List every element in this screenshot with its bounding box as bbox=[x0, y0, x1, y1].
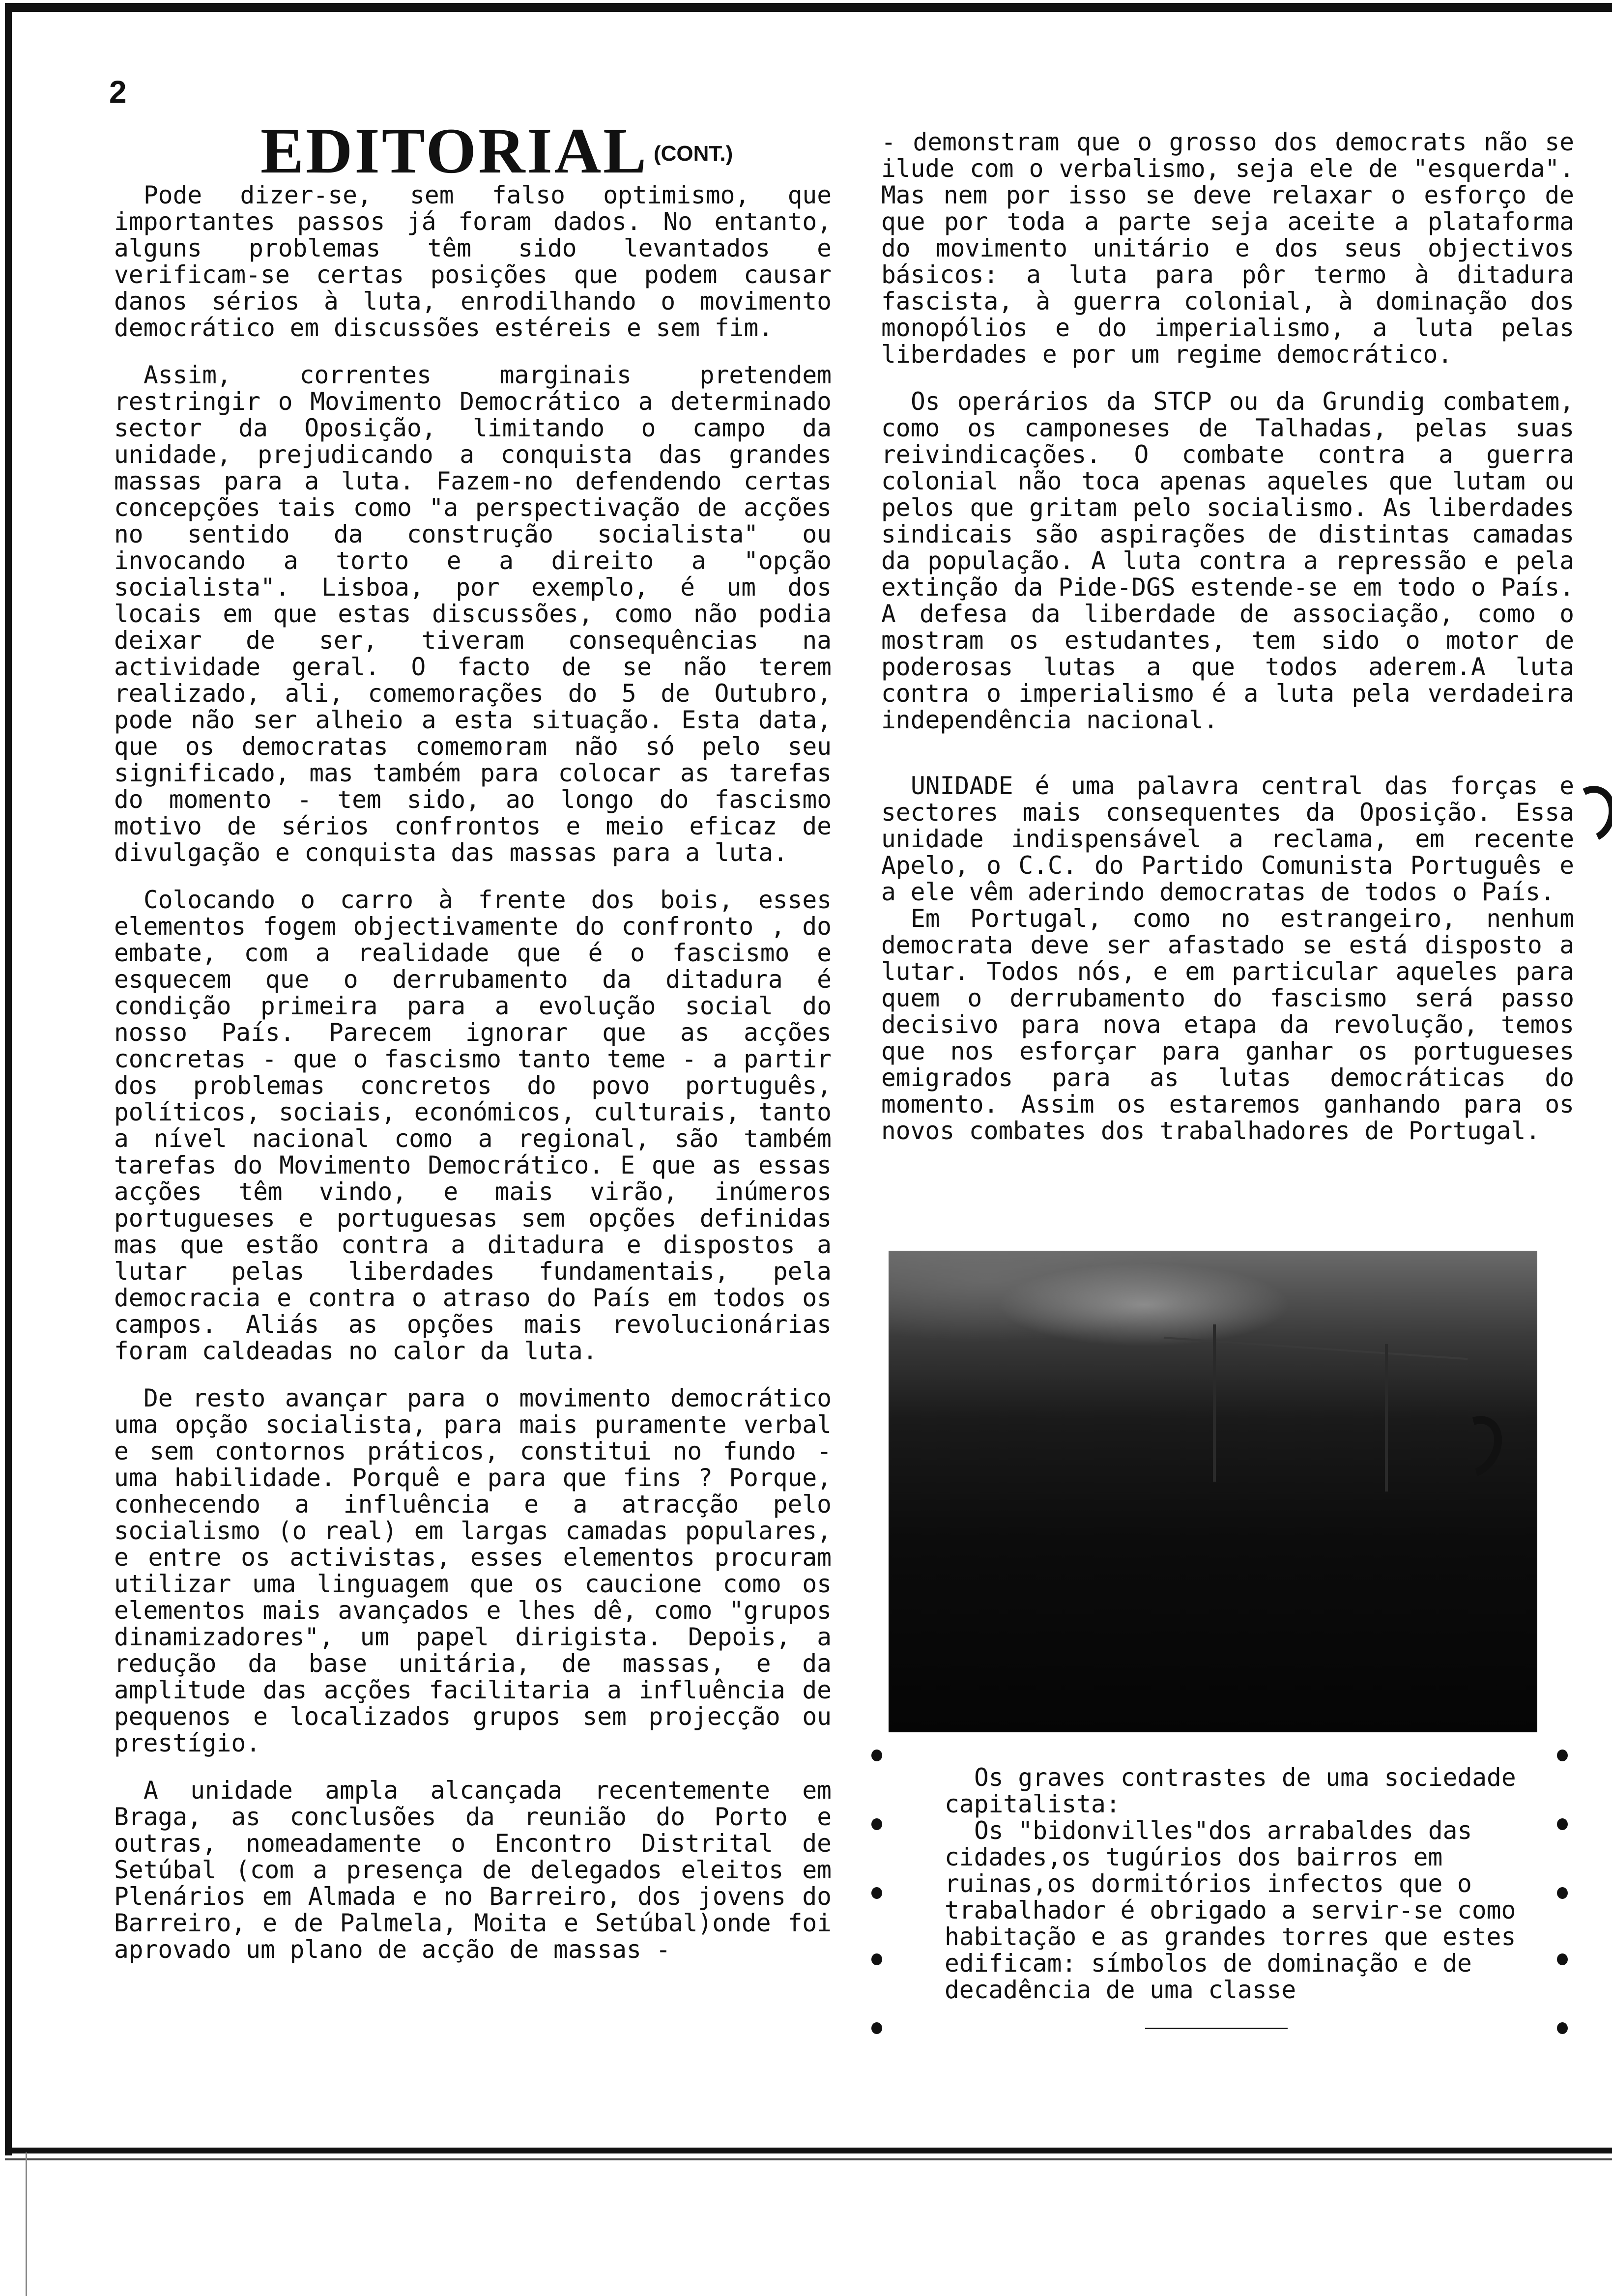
caption-rule bbox=[1145, 2028, 1288, 2029]
bullet-icon bbox=[1557, 1953, 1568, 1965]
left-column bbox=[114, 182, 832, 1983]
paragraph: Pode dizer-se, sem falso optimismo, que importantes passos já foram dados. No entanto, alguns problemas têm sido levantados e verificam-se certas posições que podem causar danos sérios à luta, enrodilhando o movimento democrático em discussões estéreis e sem fim. bbox=[114, 181, 832, 342]
photo-structure bbox=[1385, 1344, 1388, 1492]
photo-structure bbox=[1213, 1324, 1216, 1482]
paragraph: A unidade ampla alcançada recentemente em Braga, as conclusões da reunião do Porto e outras, nomeadamente o Encontro Distrital de Setúbal (com a presença de delegados eleitos em Plenários em Almada e no Barreiro, dos jovens do Barreiro, e de Palmela, Moita e Setúbal)onde foi aprovado um plano de acção de massas - bbox=[114, 1776, 832, 1964]
bullet-icon bbox=[871, 2022, 882, 2034]
paragraph: De resto avançar para o movimento democrático uma opção socialista, para mais puramente verbal e sem contornos práticos, constitui no fundo - uma habilidade. Porquê e para que fins ? Porque, conhecendo a influência e a atracção pelo socialismo (o real) em largas camadas populares, e entre os activistas, esses elementos procuram utilizar uma linguagem que os caucione como os elementos mais avançados e lhes dê, como "grupos dinamizadores", um papel dirigista. Depois, a redução da base unitária, de massas, e da amplitude das acções facilitaria a influência de pequenos e localizados grupos sem projecção ou prestígio. bbox=[114, 1384, 832, 1757]
bullet-icon bbox=[871, 1750, 882, 1761]
paragraph: Os operários da STCP ou da Grundig combatem, como os camponeses de Talhadas, pelas suas reivindicações. O combate contra a guerra colonial não toca apenas aqueles que lutam ou pelos que gritam pelo socialismo. As liberdades sindicais são aspirações de distintas camadas da população. A luta contra a repressão e pela extinção da Pide-DGS estende-se em todo o País. A defesa da liberdade de associação, como o mostram os estudantes, tem sido o motor de poderosas lutas a que todos aderem.A luta contra o imperialismo é a luta pela verdadeira independência nacional. bbox=[881, 387, 1574, 734]
photo-bidonville bbox=[889, 1251, 1537, 1732]
page-title: EDITORIAL bbox=[260, 115, 649, 187]
page-border-top bbox=[5, 3, 1612, 12]
caption-line: Os "bidonvilles"dos arrabaldes das cidades,os tugúrios dos bairros em ruinas,os dormitórios infectos que o trabalhador é obrigado a servir-se como habitação e as grandes torres que estes edificam: símbolos de dominação e de decadência de uma classe bbox=[945, 1816, 1516, 2004]
bullet-icon bbox=[1557, 2022, 1568, 2034]
bullet-icon bbox=[871, 1818, 882, 1830]
paragraph: Colocando o carro à frente dos bois, esses elementos fogem objectivamente do confronto , do embate, com a realidade que é o fascismo e esquecem que o derrubamento da ditadura é condição primeira para a evolução social do nosso País. Parecem ignorar que as acções concretas - que o fascismo tanto teme - a partir dos problemas concretos do povo português, políticos, sociais, económicos, culturais, tanto a nível nacional como a regional, são também tarefas do Movimento Democrático. E que as essas acções têm vindo, e mais virão, inúmeros portugueses e portuguesas sem opções definidas mas que estão contra a ditadura e dispostos a lutar pelas liberdades fundamentais, pela democracia e contra o atraso do País em todos os campos. Aliás as opções mais revolucionárias foram caldeadas no calor da luta. bbox=[114, 886, 832, 1365]
page-title-suffix: (CONT.) bbox=[654, 142, 733, 166]
margin-line bbox=[26, 2152, 27, 2296]
paragraph: UNIDADE é uma palavra central das forças e sectores mais consequentes da Oposição. Essa unidade indispensável a reclama, em recente Apelo, o C.C. do Partido Comunista Português e a ele vêm aderindo democratas de todos o País. bbox=[881, 772, 1574, 906]
paragraph: - demonstram que o grosso dos democrats não se ilude com o verbalismo, seja ele de "esquerda". Mas nem por isso se deve relaxar o esforço de que por toda a parte seja aceite a plataforma do movimento unitário e dos seus objectivos básicos: a luta para pôr termo à ditadura fascista, à guerra colonial, à dominação dos monopólios e do imperialismo, a luta pelas liberdades e por um regime democrático. bbox=[881, 128, 1574, 369]
paragraph: Em Portugal, como no estrangeiro, nenhum democrata deve ser afastado se está disposto a lutar. Todos nós, e em particular aqueles para quem o derrubamento do fascismo será passo decisivo para nova etapa da revolução, temos que nos esforçar para ganhar os portugueses emigrados para as lutas democráticas do momento. Assim os estaremos ganhando para os novos combates dos trabalhadores de Portugal. bbox=[881, 904, 1574, 1145]
photo-structure bbox=[1164, 1337, 1468, 1360]
page-border-bottom-thin bbox=[5, 2158, 1612, 2160]
page-border-bottom bbox=[5, 2148, 1612, 2153]
bullet-icon bbox=[871, 1887, 882, 1899]
bullet-icon bbox=[871, 1953, 882, 1965]
page-border-left bbox=[5, 3, 12, 2155]
bullet-icon bbox=[1557, 1818, 1568, 1830]
page-number: 2 bbox=[109, 74, 127, 110]
bullet-icon bbox=[1557, 1887, 1568, 1899]
right-column bbox=[881, 129, 1574, 1165]
bullet-icon bbox=[1557, 1750, 1568, 1761]
paragraph: Assim, correntes marginais pretendem restringir o Movimento Democrático a determinado sector da Oposição, limitando o campo da unidade, prejudicando a conquista das grandes massas para a luta. Fazem-no defendendo certas concepções tais como "a perspectivação de acções no sentido da construção socialista" ou invocando a torto e a direito a "opção socialista". Lisboa, por exemplo, é um dos locais em que estas discussões, como não podia deixar de ser, tiveram consequências na actividade geral. O facto de se não terem realizado, ali, comemorações do 5 de Outubro, pode não ser alheio a esta situação. Esta data, que os democratas comemoram não só pelo seu significado, mas também para colocar as tarefas do momento - tem sido, ao longo do fascismo motivo de sérios confrontos e meio eficaz de divulgação e conquista das massas para a luta. bbox=[114, 361, 832, 867]
caption-line: Os graves contrastes de uma sociedade capitalista: bbox=[945, 1763, 1516, 1818]
photo-caption bbox=[945, 1764, 1534, 2003]
